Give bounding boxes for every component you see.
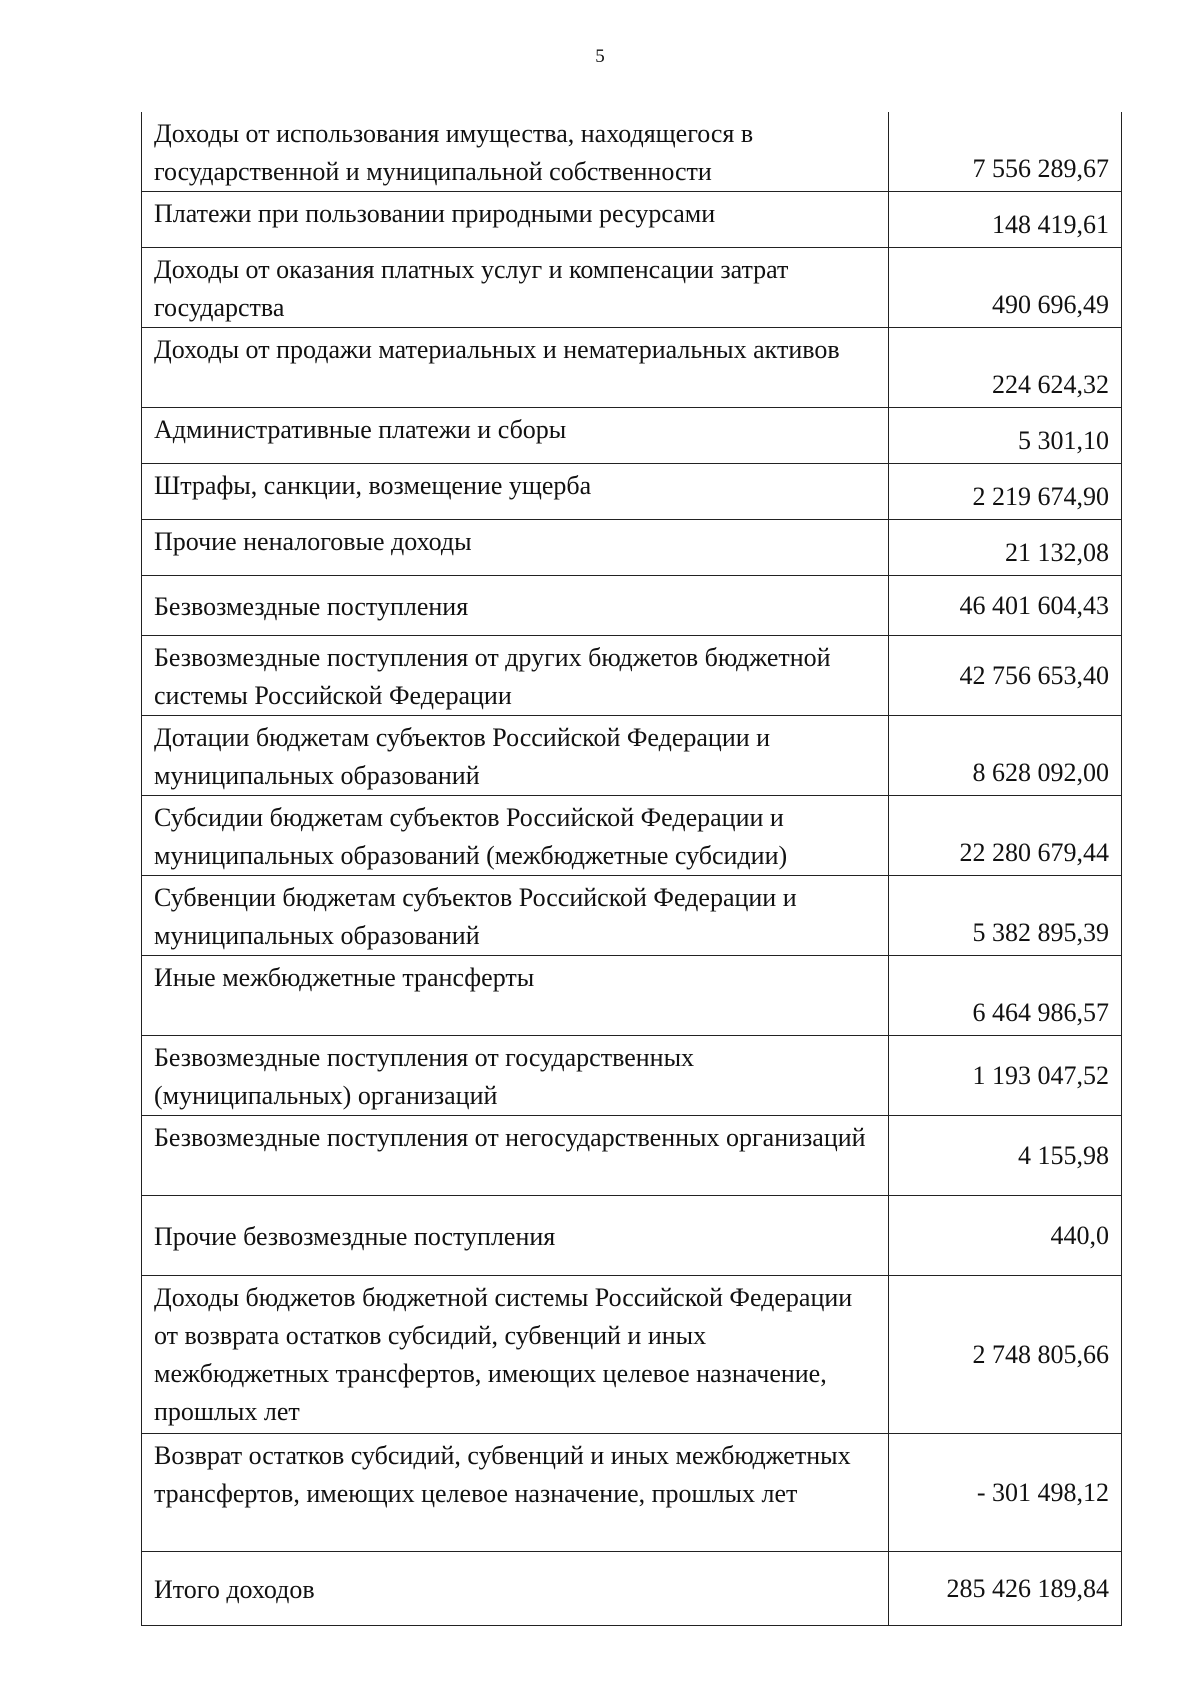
table-row (142, 1036, 1122, 1116)
table-row (142, 716, 1122, 796)
row-value: 7 556 289,67 (889, 112, 1122, 192)
row-value: 224 624,32 (889, 328, 1122, 408)
row-label: Дотации бюджетам субъектов Российской Федерации и муниципальных образований (142, 716, 889, 796)
table-row (142, 1116, 1122, 1196)
row-label: Субсидии бюджетам субъектов Российской Федерации и муниципальных образований (межбюджетные субсидии) (142, 796, 889, 876)
row-value: 2 219 674,90 (889, 464, 1122, 520)
row-value: 22 280 679,44 (889, 796, 1122, 876)
row-value: 6 464 986,57 (889, 956, 1122, 1036)
row-label: Платежи при пользовании природными ресурсами (142, 192, 889, 248)
row-value: 2 748 805,66 (889, 1276, 1122, 1434)
row-label: Прочие безвозмездные поступления (142, 1196, 889, 1276)
table-row (142, 464, 1122, 520)
row-value: 42 756 653,40 (889, 636, 1122, 716)
table-row (142, 328, 1122, 408)
table-row (142, 956, 1122, 1036)
row-label: Субвенции бюджетам субъектов Российской Федерации и муниципальных образований (142, 876, 889, 956)
row-value: 4 155,98 (889, 1116, 1122, 1196)
row-label: Безвозмездные поступления от государственных (муниципальных) организаций (142, 1036, 889, 1116)
row-label: Штрафы, санкции, возмещение ущерба (142, 464, 889, 520)
table-row (142, 576, 1122, 636)
row-label: Доходы от продажи материальных и нематериальных активов (142, 328, 889, 408)
table-row (142, 1196, 1122, 1276)
table-row (142, 876, 1122, 956)
row-label: Безвозмездные поступления (142, 576, 889, 636)
table-row (142, 1552, 1122, 1626)
table-row (142, 192, 1122, 248)
row-label: Иные межбюджетные трансферты (142, 956, 889, 1036)
row-value: 490 696,49 (889, 248, 1122, 328)
table-row (142, 1434, 1122, 1552)
row-value: 46 401 604,43 (889, 576, 1122, 636)
table-row (142, 1276, 1122, 1434)
row-value: 21 132,08 (889, 520, 1122, 576)
row-label: Доходы от оказания платных услуг и компенсации затрат государства (142, 248, 889, 328)
table-row (142, 520, 1122, 576)
table-row (142, 636, 1122, 716)
row-value: 440,0 (889, 1196, 1122, 1276)
row-label: Доходы от использования имущества, находящегося в государственной и муниципальной собственности (142, 112, 889, 192)
row-value: 5 301,10 (889, 408, 1122, 464)
row-value: 8 628 092,00 (889, 716, 1122, 796)
row-label: Доходы бюджетов бюджетной системы Российской Федерации от возврата остатков субсидий, субвенций и иных межбюджетных трансфертов, имеющих целевое назначение, прошлых лет (142, 1276, 889, 1434)
table-row (142, 248, 1122, 328)
row-label: Безвозмездные поступления от негосударственных организаций (142, 1116, 889, 1196)
row-value: 148 419,61 (889, 192, 1122, 248)
table-row (142, 796, 1122, 876)
row-label: Безвозмездные поступления от других бюджетов бюджетной системы Российской Федерации (142, 636, 889, 716)
row-value: - 301 498,12 (889, 1434, 1122, 1552)
row-label: Итого доходов (142, 1552, 889, 1626)
page-number: 5 (595, 46, 605, 67)
income-table (141, 112, 1122, 1626)
row-value: 285 426 189,84 (889, 1552, 1122, 1626)
table-row (142, 408, 1122, 464)
table-row (142, 112, 1122, 192)
row-label: Прочие неналоговые доходы (142, 520, 889, 576)
row-value: 5 382 895,39 (889, 876, 1122, 956)
row-label: Административные платежи и сборы (142, 408, 889, 464)
row-label: Возврат остатков субсидий, субвенций и иных межбюджетных трансфертов, имеющих целевое назначение, прошлых лет (142, 1434, 889, 1552)
row-value: 1 193 047,52 (889, 1036, 1122, 1116)
